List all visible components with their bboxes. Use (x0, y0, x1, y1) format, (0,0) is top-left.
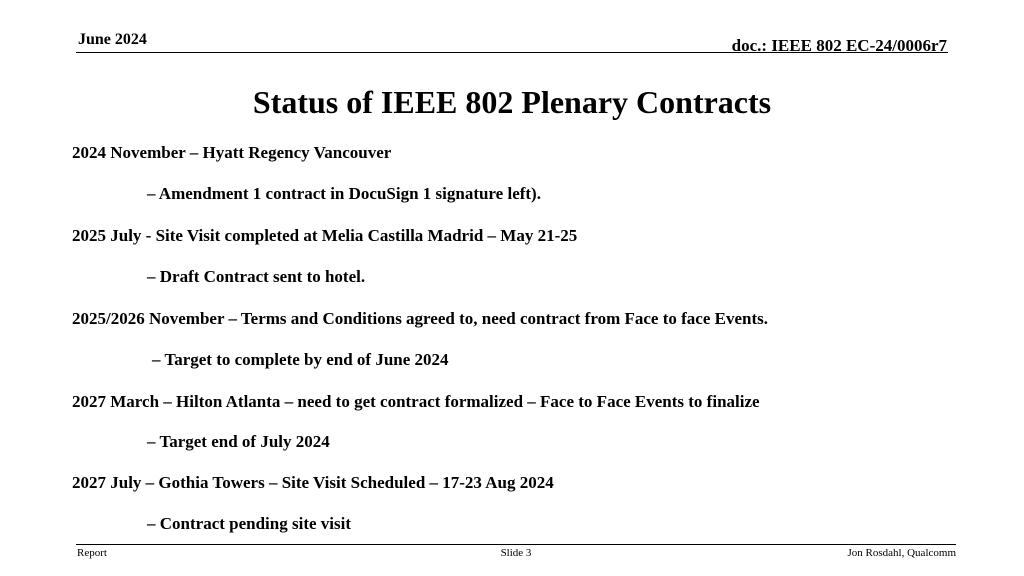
header-date: June 2024 (78, 31, 147, 48)
slide-title: Status of IEEE 802 Plenary Contracts (252, 84, 772, 120)
item-2024-november-detail: – Amendment 1 contract in DocuSign 1 signature left). (147, 184, 541, 203)
item-2024-november: 2024 November – Hyatt Regency Vancouver (72, 143, 392, 162)
item-2025-july-detail: – Draft Contract sent to hotel. (147, 267, 366, 286)
item-2027-july: 2027 July – Gothia Towers – Site Visit Scheduled – 17-23 Aug 2024 (72, 473, 554, 492)
item-2025-2026-november-detail: – Target to complete by end of June 2024 (152, 350, 449, 369)
item-2025-july: 2025 July - Site Visit completed at Melia Castilla Madrid – May 21-25 (72, 226, 578, 245)
footer-slide-number: Slide 3 (500, 547, 532, 559)
item-2027-march: 2027 March – Hilton Atlanta – need to get contract formalized – Face to Face Events to finalize (72, 392, 760, 411)
footer-author: Jon Rosdahl, Qualcomm (847, 547, 956, 559)
item-2027-march-detail: – Target end of July 2024 (147, 432, 330, 451)
header-doc-id: doc.: IEEE 802 EC-24/0006r7 (731, 36, 947, 55)
header-divider (76, 52, 948, 53)
item-2027-july-detail: – Contract pending site visit (147, 514, 351, 533)
footer-report-label: Report (77, 547, 107, 559)
item-2025-2026-november: 2025/2026 November – Terms and Conditions agreed to, need contract from Face to face Events. (72, 309, 768, 328)
footer-divider (76, 544, 956, 545)
